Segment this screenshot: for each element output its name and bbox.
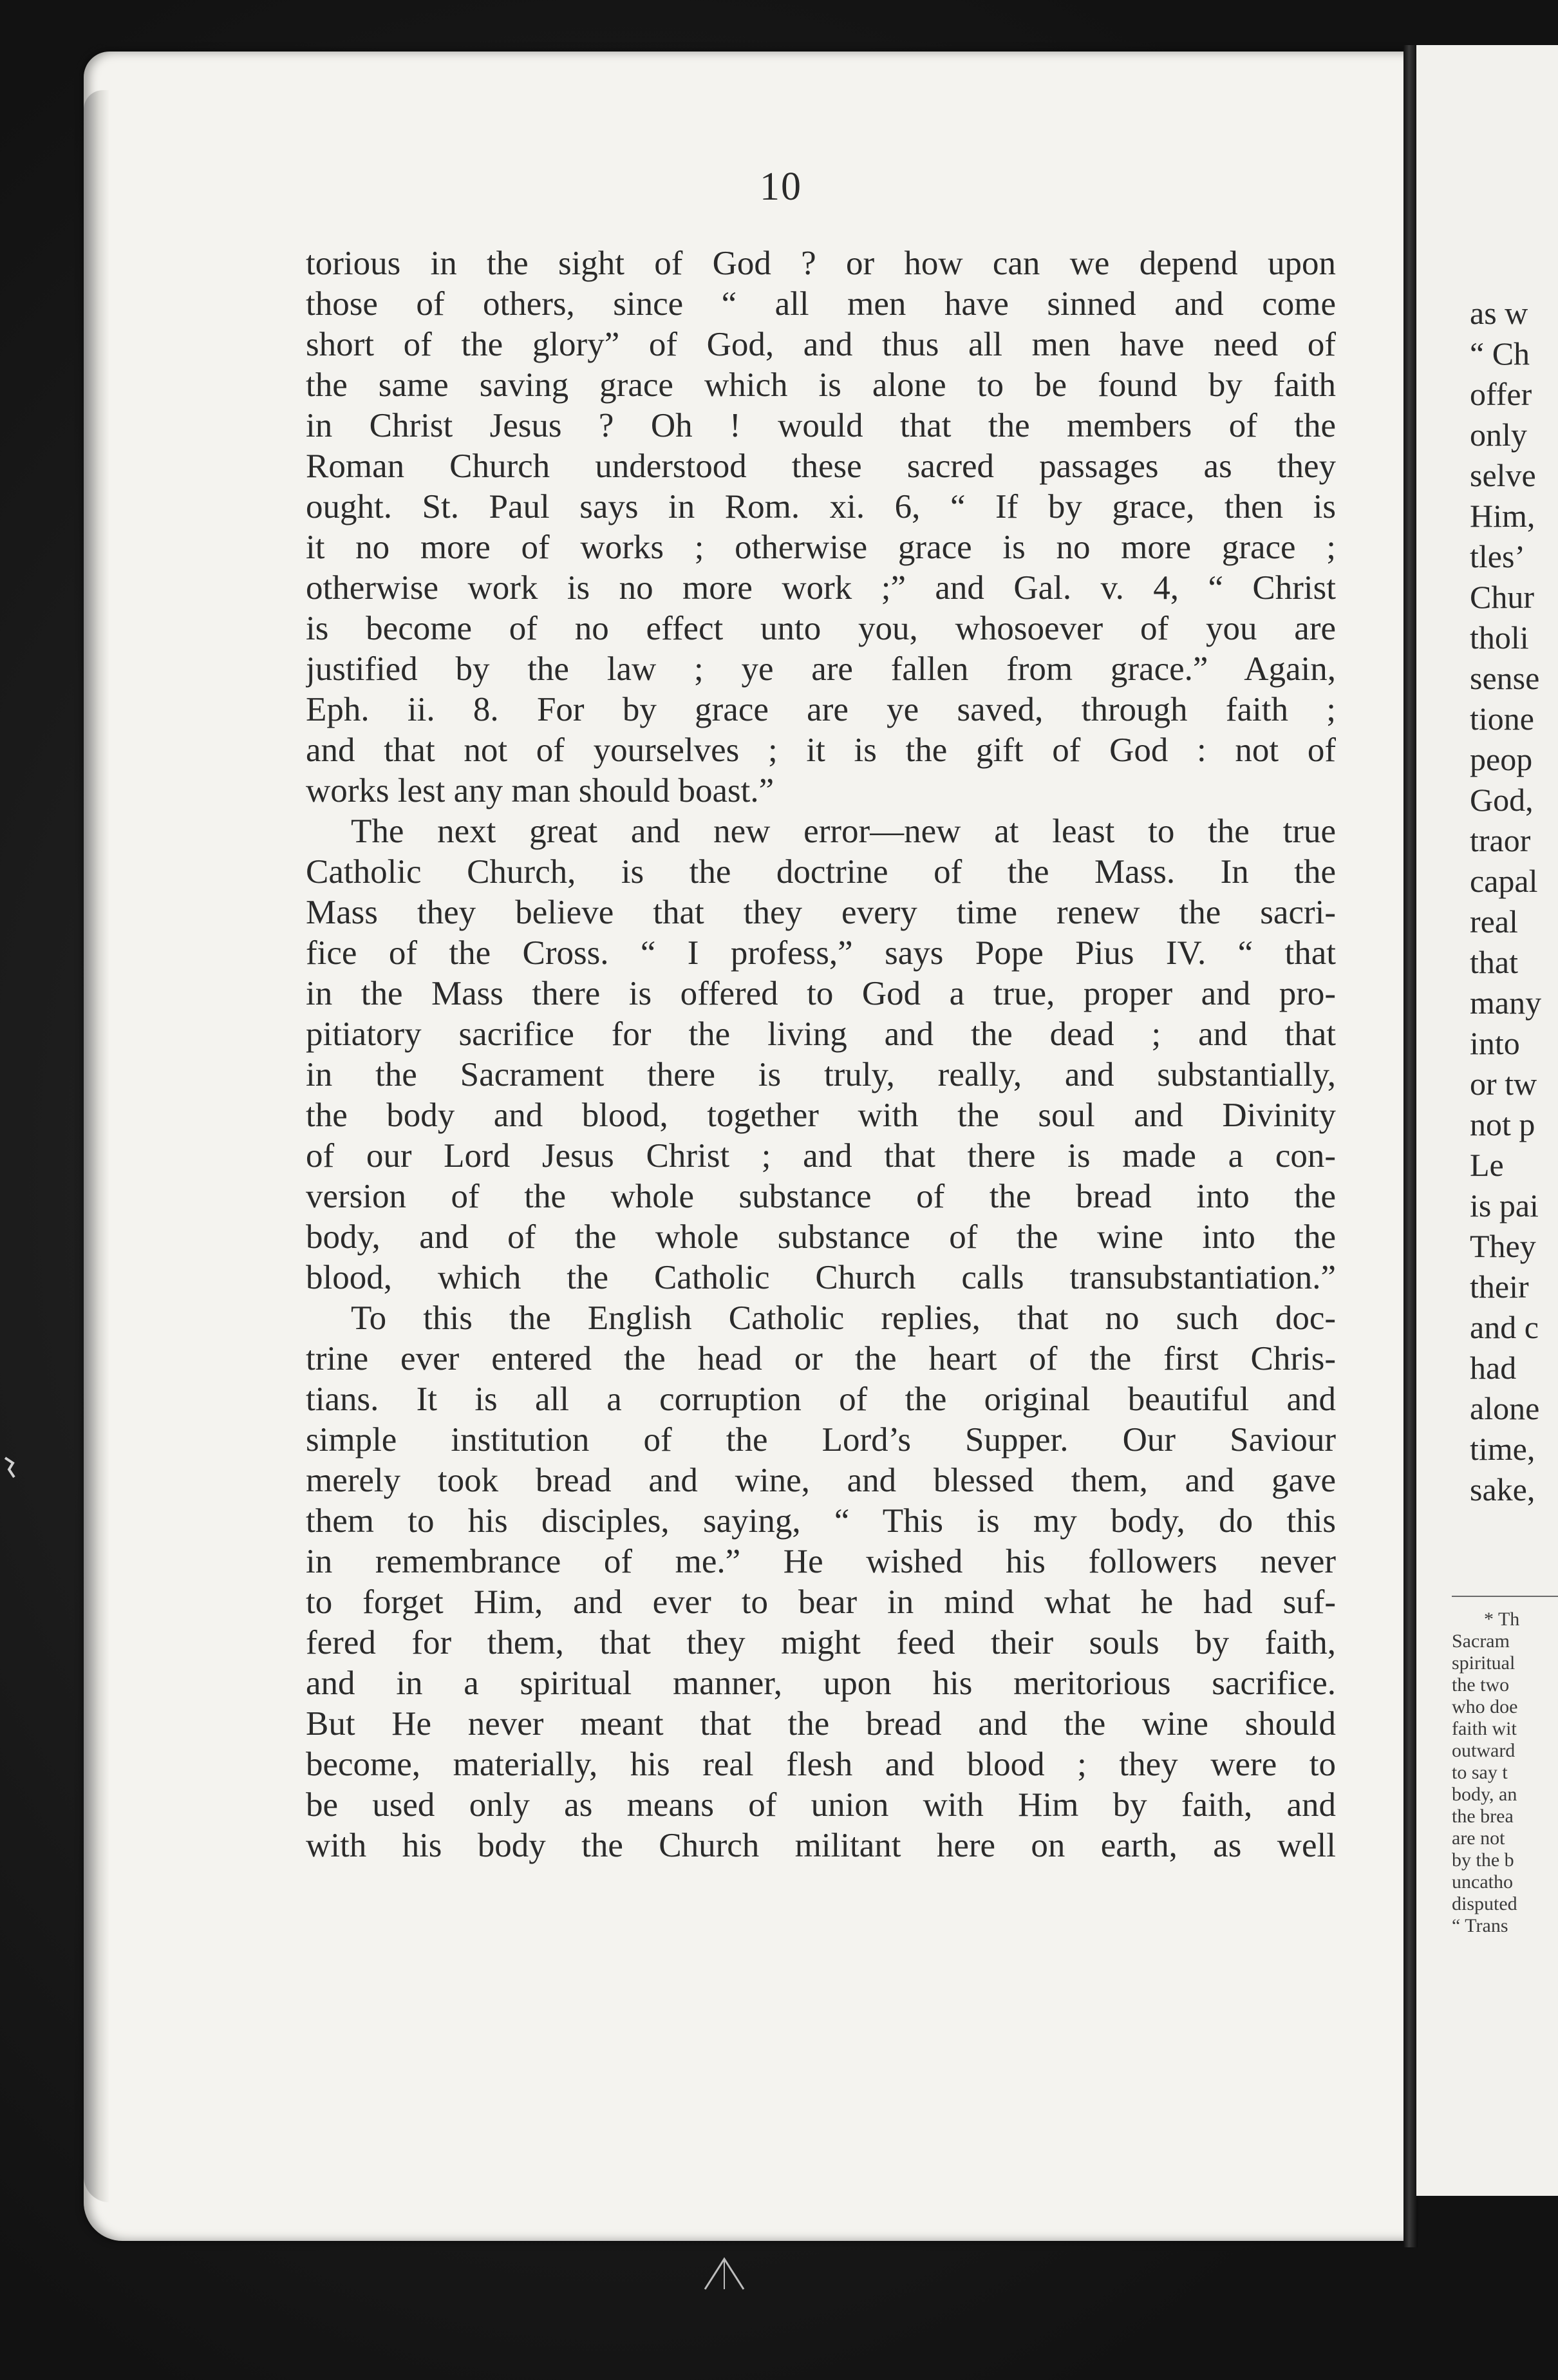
page-number: 10 <box>760 165 802 209</box>
facing-line: offer <box>1470 376 1532 412</box>
text-line: those of others, since “ all men have sinned and come <box>306 285 1336 323</box>
text-line: and that not of yourselves ; it is the gift of God : not of <box>306 732 1336 769</box>
footnote-line: spiritual <box>1452 1652 1516 1674</box>
facing-line: is pai <box>1470 1187 1539 1223</box>
footnote-line: * Th <box>1484 1609 1520 1630</box>
text-line: fice of the Cross. “ I profess,” says Pope Pius IV. “ that <box>306 934 1336 972</box>
text-line: and in a spiritual manner, upon his meritorious sacrifice. <box>306 1665 1336 1702</box>
text-line: of our Lord Jesus Christ ; and that there is made a con- <box>306 1137 1336 1175</box>
text-line: with his body the Church militant here on earth, as well <box>306 1827 1336 1864</box>
margin-smudge-icon <box>0 1455 26 1481</box>
facing-line: capal <box>1470 863 1538 899</box>
footnote-divider <box>1452 1596 1558 1597</box>
facing-line: Him, <box>1470 498 1535 534</box>
text-line: merely took bread and wine, and blessed them, and gave <box>306 1462 1336 1499</box>
facing-line: alone <box>1470 1390 1540 1426</box>
text-line: simple institution of the Lord’s Supper. Our Saviour <box>306 1421 1336 1459</box>
text-line: blood, which the Catholic Church calls transubstantiation.” <box>306 1259 1336 1296</box>
footnote-line: are not <box>1452 1828 1505 1849</box>
facing-line: not p <box>1470 1106 1535 1142</box>
paragraph-start-line: To this the English Catholic replies, that no such doc- <box>351 1299 1336 1337</box>
facing-line: tholi <box>1470 619 1529 656</box>
text-line: the same saving grace which is alone to be found by faith <box>306 366 1336 404</box>
facing-line: only <box>1470 417 1527 453</box>
facing-line: tles’ <box>1470 538 1526 574</box>
text-line: it no more of works ; otherwise grace is no more grace ; <box>306 529 1336 566</box>
text-line: works lest any man should boast.” <box>306 772 774 809</box>
footnote-line: disputed <box>1452 1893 1517 1914</box>
facing-line: sake, <box>1470 1471 1535 1507</box>
facing-line: many <box>1470 985 1542 1021</box>
facing-line: They <box>1470 1228 1536 1264</box>
text-line: is become of no effect unto you, whosoever of you are <box>306 610 1336 647</box>
facing-line: Le <box>1470 1147 1504 1183</box>
page-body-text <box>306 243 1336 1866</box>
facing-page-footnote <box>1452 1609 1558 1937</box>
facing-line: sense <box>1470 660 1540 696</box>
footnote-line: the two <box>1452 1674 1510 1695</box>
text-line: Eph. ii. 8. For by grace are ye saved, through faith ; <box>306 691 1336 728</box>
text-line: become, materially, his real flesh and blood ; they were to <box>306 1746 1336 1783</box>
text-line: to forget Him, and ever to bear in mind what he had suf- <box>306 1583 1336 1621</box>
facing-line: that <box>1470 944 1518 980</box>
footnote-line: body, an <box>1452 1784 1517 1805</box>
facing-line: as w <box>1470 295 1528 331</box>
footnote-line: by the b <box>1452 1849 1514 1871</box>
facing-line: time, <box>1470 1431 1535 1467</box>
facing-line: tione <box>1470 701 1534 737</box>
paragraph-start-line: The next great and new error—new at least to the true <box>351 813 1336 850</box>
text-line: pitiatory sacrifice for the living and the dead ; and that <box>306 1015 1336 1053</box>
facing-page-text <box>1470 293 1558 1510</box>
text-line: in the Sacrament there is truly, really, and substantially, <box>306 1056 1336 1093</box>
text-line: Catholic Church, is the doctrine of the Mass. In the <box>306 853 1336 891</box>
text-line: the body and blood, together with the soul and Divinity <box>306 1097 1336 1134</box>
text-line: But He never meant that the bread and the wine should <box>306 1705 1336 1742</box>
text-line: torious in the sight of God ? or how can we depend upon <box>306 245 1336 282</box>
footnote-line: outward <box>1452 1740 1516 1761</box>
facing-line: had <box>1470 1350 1517 1386</box>
facing-line: or tw <box>1470 1066 1537 1102</box>
text-line: short of the glory” of God, and thus all men have need of <box>306 326 1336 363</box>
facing-line: selve <box>1470 457 1536 493</box>
text-line: Roman Church understood these sacred passages as they <box>306 448 1336 485</box>
text-line: Mass they believe that they every time renew the sacri- <box>306 894 1336 931</box>
facing-line: into <box>1470 1025 1520 1061</box>
footnote-line: to say t <box>1452 1762 1508 1783</box>
text-line: ought. St. Paul says in Rom. xi. 6, “ If by grace, then is <box>306 488 1336 525</box>
text-line: in Christ Jesus ? Oh ! would that the members of the <box>306 407 1336 444</box>
facing-line: real <box>1470 903 1518 940</box>
footnote-line: Sacram <box>1452 1630 1510 1652</box>
facing-line: “ Ch <box>1470 335 1530 372</box>
text-line: them to his disciples, saying, “ This is my body, do this <box>306 1502 1336 1540</box>
footnote-line: the brea <box>1452 1806 1514 1827</box>
text-line: tians. It is all a corruption of the original beautiful and <box>306 1381 1336 1418</box>
footnote-line: “ Trans <box>1452 1915 1508 1936</box>
facing-line: Chur <box>1470 579 1534 615</box>
text-line: trine ever entered the head or the heart of the first Chris- <box>306 1340 1336 1377</box>
facing-line: their <box>1470 1269 1529 1305</box>
text-line: justified by the law ; ye are fallen from grace.” Again, <box>306 650 1336 688</box>
text-line: version of the whole substance of the bread into the <box>306 1178 1336 1215</box>
text-line: body, and of the whole substance of the wine into the <box>306 1218 1336 1256</box>
footnote-line: uncatho <box>1452 1871 1513 1893</box>
text-line: be used only as means of union with Him by faith, and <box>306 1786 1336 1824</box>
facing-line: God, <box>1470 782 1534 818</box>
binding-mark-icon <box>699 2254 750 2292</box>
facing-line: traor <box>1470 822 1531 858</box>
footnote-line: faith wit <box>1452 1718 1517 1739</box>
footnote-line: who doe <box>1452 1696 1518 1717</box>
text-line: otherwise work is no more work ;” and Gal. v. 4, “ Christ <box>306 569 1336 607</box>
text-line: fered for them, that they might feed their souls by faith, <box>306 1624 1336 1661</box>
text-line: in the Mass there is offered to God a true, proper and pro- <box>306 975 1336 1012</box>
facing-line: peop <box>1470 741 1533 777</box>
facing-line: and c <box>1470 1309 1539 1345</box>
book-gutter <box>1403 45 1418 2247</box>
text-line: in remembrance of me.” He wished his followers never <box>306 1543 1336 1580</box>
